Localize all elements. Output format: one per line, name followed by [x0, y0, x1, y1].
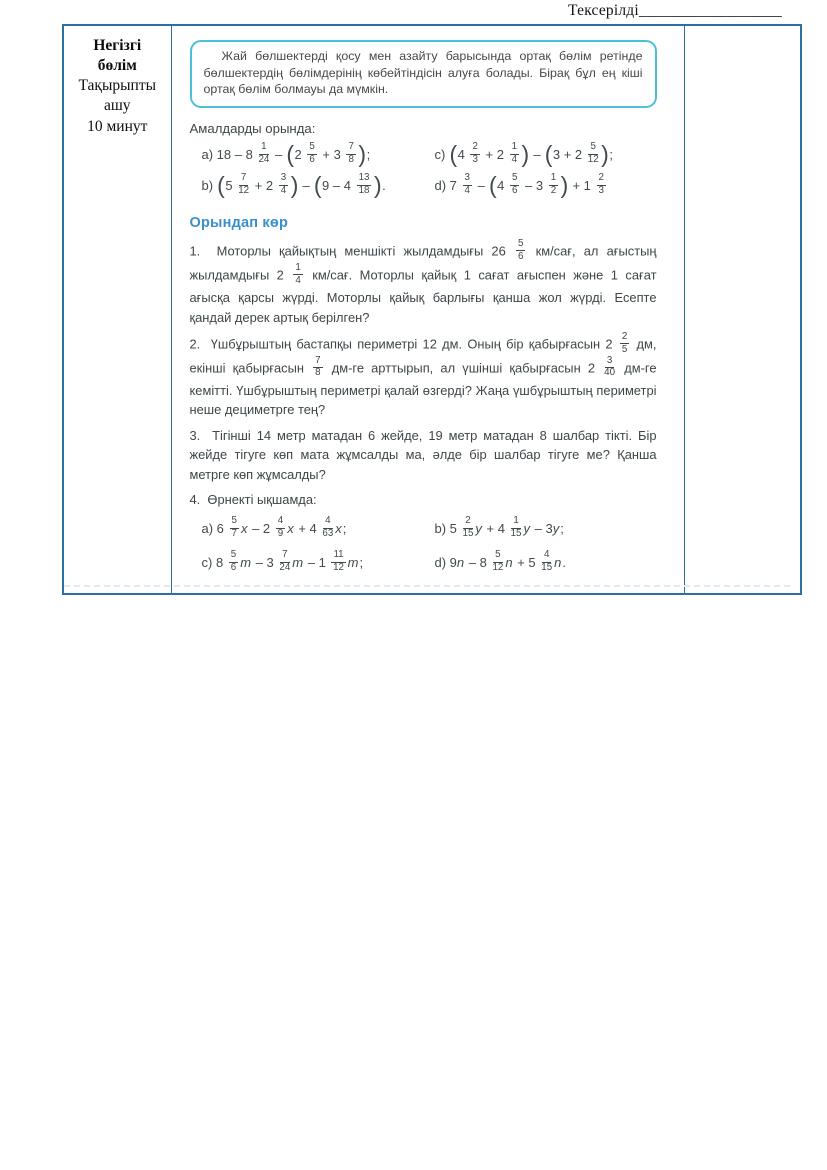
problem-4-heading: 4. Өрнекті ықшамда: [189, 492, 317, 508]
stage-subtitle-line-1: Тақырыпты [78, 77, 157, 95]
problem-2: 2. Үшбұрыштың бастапқы периметрі 12 дм. Оның бір қабырғасын 2 $\frac{2}{5}$ дм, екінші қабырғасын $\frac{7}{8}$ дм-ге арттырып, ал үшінші қабырғасын 2 $\frac{3}{40}$ дм-ге кемітті. Үшбұрыштың периметрі қалай өзгерді? Жаңа үшбұрыштың периметрі неше дециметрге тең? [189, 330, 657, 418]
simplify-expression-a: a) 6 $\frac{5}{7}$ x – 2 $\frac{4}{9}$ x + 4 $\frac{4}{63}$ x; [201, 515, 347, 540]
dotted-divider [64, 585, 790, 587]
info-box-text: Жай бөлшектерді қосу мен азайту барысында ортақ бөлім ретінде бөлшектердің бөлімдерінің көбейтіндісін алуға болады. Бірақ бұл ең кіші ортақ бөлім болмауы да мүмкін. [203, 49, 643, 97]
problem-3: 3. Тігінші 14 метр матадан 6 жейде, 19 метр матадан 8 шалбар тікті. Бір жейде тігуге көп мата жұмсалды ма, әлде бір шалбар тігуге ме? Қанша метрге көп жұмсалды? [189, 427, 657, 482]
stage-title-line-1: Негізгі [93, 37, 142, 54]
stage-title-line-2: бөлім [97, 57, 137, 75]
expression-a: a) 18 – 8 $\frac{1}{24}$ – (2 $\frac{5}{6}$ + 3 $\frac{7}{8}$ ); [201, 141, 371, 168]
simplify-expression-c: c) 8 $\frac{5}{6}$ m – 3 $\frac{7}{24}$ m – 1 $\frac{11}{12}$ m; [201, 549, 364, 574]
stage-subtitle-line-2: ашу [103, 97, 131, 115]
lesson-plan-table [62, 24, 802, 595]
expression-b: b) (5 $\frac{7}{12}$ + 2 $\frac{3}{4}$ ) – (9 – 4 $\frac{13}{18}$ ). [201, 172, 386, 199]
simplify-expression-d: d) 9n – 8 $\frac{5}{12}$ n + 5 $\frac{4}{15}$ n. [434, 549, 567, 574]
stage-cell [63, 25, 171, 594]
tasks-heading: Амалдарды орында: [189, 121, 316, 137]
content-cell [171, 25, 684, 594]
expression-c: c) (4 $\frac{2}{3}$ + 2 $\frac{1}{4}$ ) – (3 + 2 $\frac{5}{12}$ ); [434, 141, 613, 168]
empty-cell [684, 25, 801, 594]
checked-blank-line: __________________ [638, 2, 782, 19]
simplify-grid [202, 512, 657, 580]
expression-d: d) 7 $\frac{3}{4}$ – (4 $\frac{5}{6}$ – 3 $\frac{1}{2}$ ) + 1 $\frac{2}{3}$ [434, 172, 604, 199]
simplify-expression-b: b) 5 $\frac{2}{15}$ y + 4 $\frac{1}{15}$ y – 3y; [434, 515, 564, 540]
problem-1: 1. Моторлы қайықтың меншікті жылдамдығы 26 $\frac{5}{6}$ км/сағ, ал ағыстың жылдамдығы 2 $\frac{1}{4}$ км/сағ. Моторлы қайық 1 сағат ағыспен және 1 сағат ағысқа қарсы жүрді. Моторлы қайық барлығы қанша жол жүрді. Есепте қандай дерек артық берілген? [189, 237, 657, 325]
checked-label: Тексерілді [568, 2, 639, 19]
info-box [190, 40, 657, 108]
stage-duration: 10 минут [87, 117, 148, 135]
expressions-grid [202, 139, 657, 201]
try-heading: Орындап көр [189, 215, 289, 232]
checked-line [0, 2, 782, 20]
